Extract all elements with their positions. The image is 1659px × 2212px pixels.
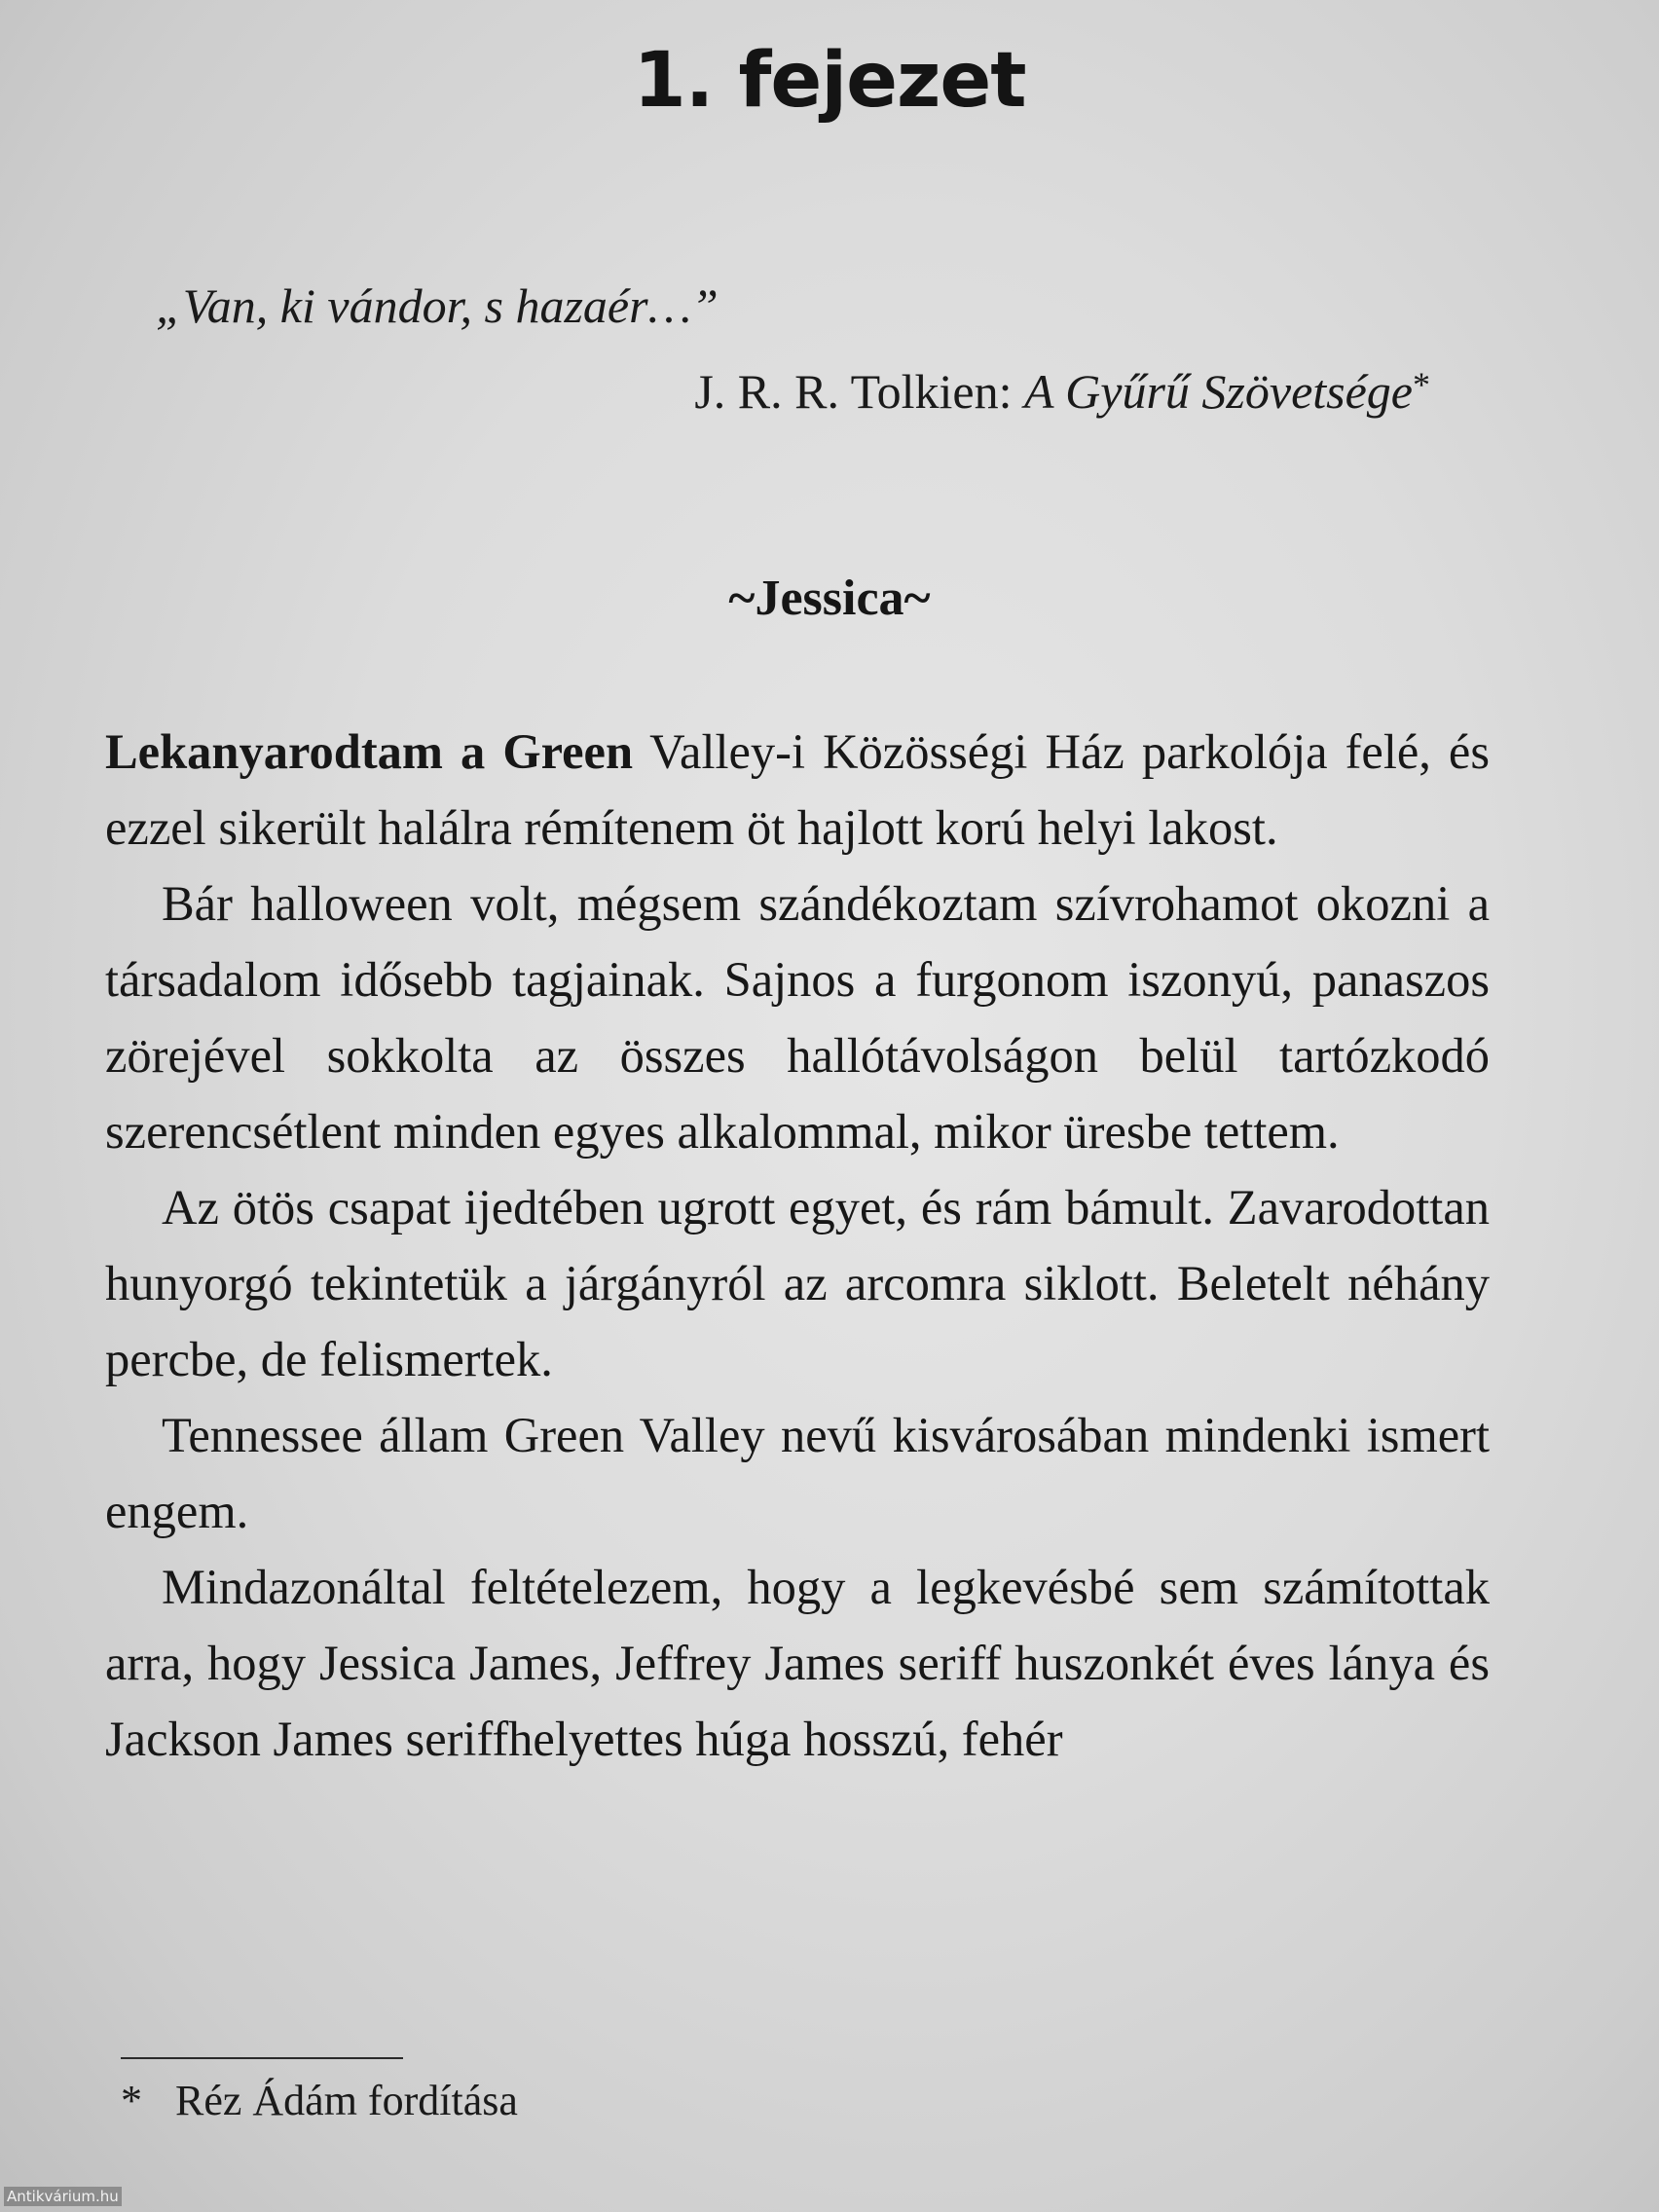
pov-heading: ~Jessica~ (728, 571, 931, 626)
watermark: Antikvárium.hu (4, 2187, 122, 2206)
footnote-mark: * (121, 2077, 142, 2124)
paragraph-1-rest: Valley-i Közösségi Ház parkolója felé, és ezzel sikerült halálra rémítenem öt hajlott korú helyi lakost. (105, 724, 1491, 855)
chapter-body (105, 714, 1490, 1777)
paragraph-1-lead: Lekanyarodtam a Green (105, 724, 634, 779)
paragraph-4: Tennessee állam Green Valley nevű kisvárosában mindenki ismert engem. (105, 1408, 1490, 1538)
epigraph-author: J. R. R. Tolkien: (694, 364, 1025, 419)
footnote-text: Réz Ádám fordítása (175, 2077, 518, 2124)
epigraph-quote: „Van, ki vándor, s hazaér…” (156, 278, 719, 333)
epigraph-footnote-mark: * (1413, 365, 1430, 404)
paragraph-3: Az ötös csapat ijedtében ugrott egyet, és rám bámult. Zavarodottan hunyorgó tekintetük a járgányról az arcomra siklott. Beletelt néhány percbe, de felismertek. (105, 1180, 1490, 1386)
epigraph-attribution (694, 363, 1430, 420)
epigraph-work: A Gyűrű Szövetsége (1024, 364, 1413, 419)
chapter-title: 1. fejezet (633, 37, 1026, 125)
paragraph-1 (105, 714, 1490, 866)
paragraph-2: Bár halloween volt, mégsem szándékoztam szívrohamot okozni a társadalom idősebb tagjainak. Sajnos a furgonom iszonyú, panaszos zörejével sokkolta az összes hallótávolságon belül tartózkodó szerencsétlent minden egyes alkalommal, mikor üresbe tettem. (105, 876, 1490, 1159)
footnote (121, 2076, 518, 2125)
footnote-divider (121, 2057, 403, 2059)
paragraph-5: Mindazonáltal feltételezem, hogy a legkevésbé sem számítottak arra, hogy Jessica James, Jeffrey James seriff huszonkét éves lánya és Jackson James seriffhelyettes húga hosszú, fehér (105, 1560, 1490, 1766)
